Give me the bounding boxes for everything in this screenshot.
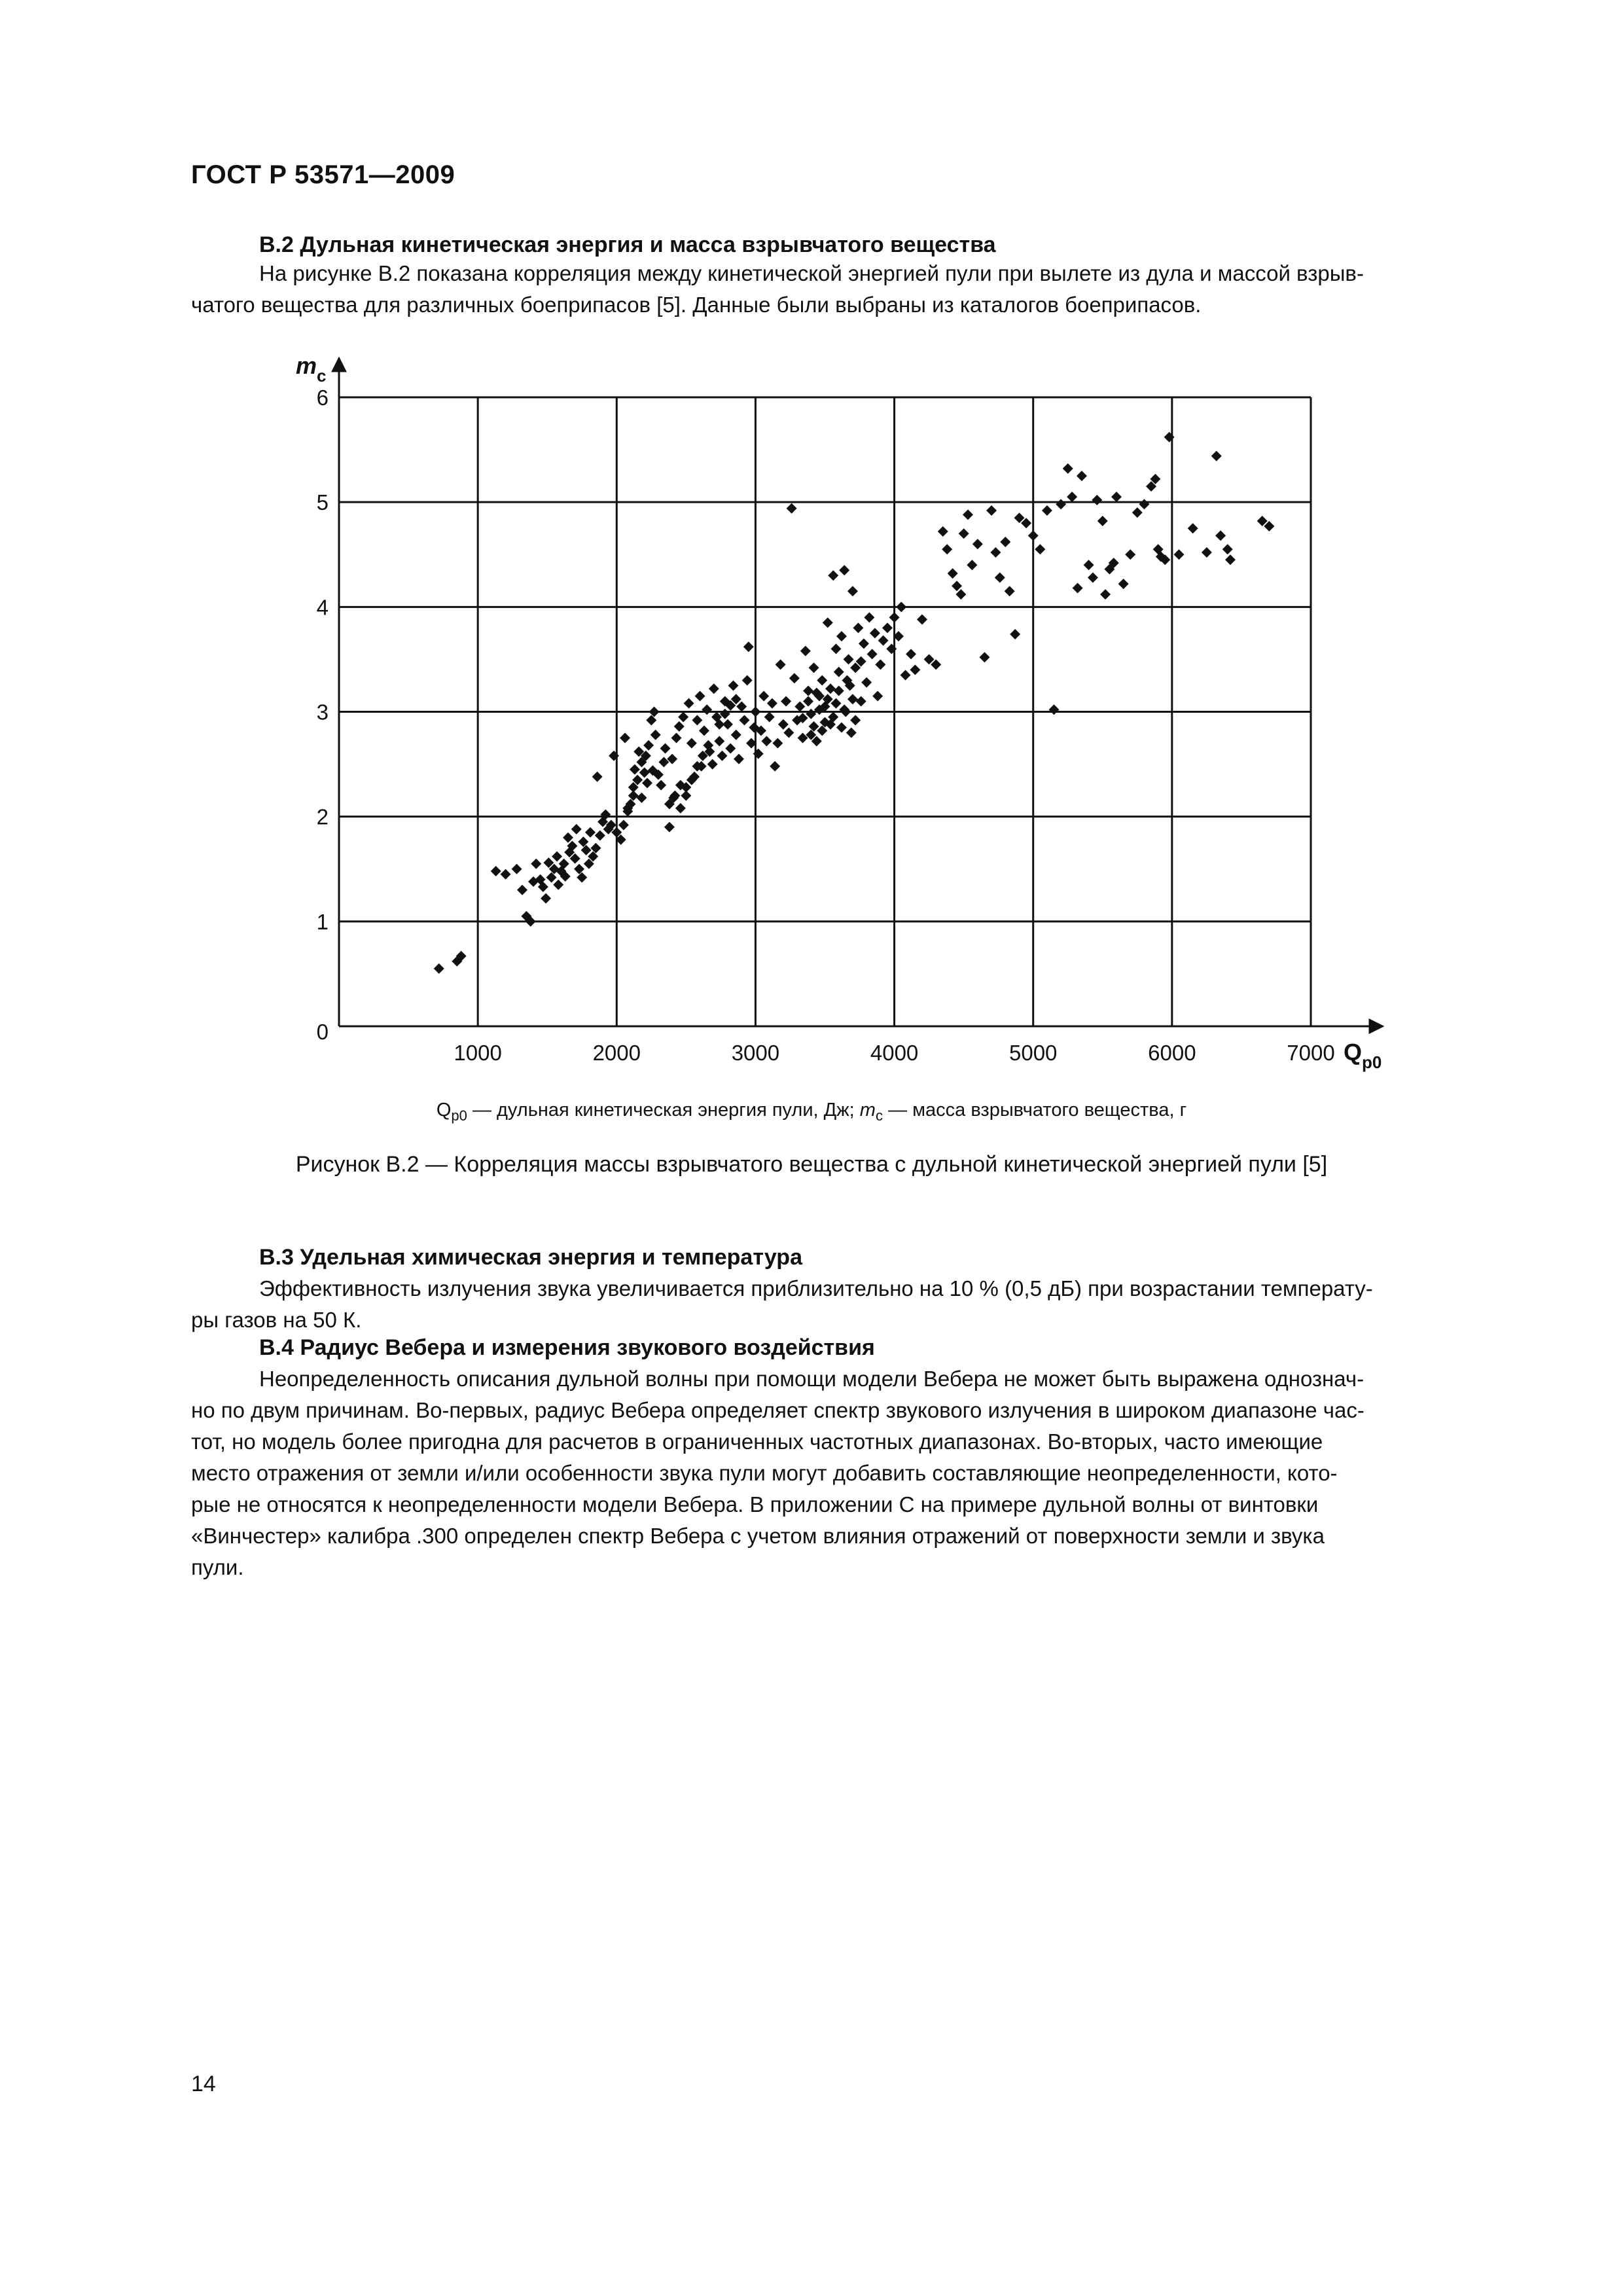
data-point (1088, 572, 1098, 583)
y-tick-label: 6 (316, 386, 329, 410)
data-point (764, 712, 775, 723)
data-point (847, 694, 858, 704)
data-point (836, 723, 847, 733)
data-point (571, 824, 582, 834)
data-point (649, 707, 660, 717)
x-axis-label-sub: p0 (1362, 1052, 1382, 1072)
data-point (1035, 544, 1045, 554)
data-point (850, 715, 861, 725)
data-point (642, 778, 652, 788)
y-axis-label-sub: c (317, 366, 327, 386)
data-point (739, 715, 749, 725)
section-b2-line1: На рисунке B.2 показана корреляция между кинетической энергией пули при вылете из дула и массой взрыв- (259, 261, 1364, 285)
data-point (1005, 586, 1015, 596)
data-point (967, 560, 977, 570)
data-point (684, 698, 694, 709)
data-point (938, 526, 948, 537)
data-point (995, 572, 1005, 583)
data-point (778, 719, 789, 730)
data-point (541, 893, 551, 904)
data-point (643, 740, 654, 751)
data-point (592, 772, 603, 782)
data-point (692, 715, 702, 725)
data-point (736, 701, 747, 711)
data-point (671, 733, 682, 744)
data-point (986, 505, 997, 516)
x-tick-label: 4000 (870, 1041, 919, 1065)
data-point (531, 859, 541, 869)
data-point (731, 730, 741, 740)
data-point (725, 744, 736, 754)
page-number: 14 (191, 2072, 216, 2096)
data-point (979, 652, 990, 662)
data-point (1077, 471, 1087, 481)
data-point (872, 691, 883, 701)
data-point (878, 636, 889, 646)
y-tick-label: 1 (316, 909, 329, 934)
data-point (781, 696, 791, 706)
data-point (1063, 463, 1073, 474)
chart-points (434, 432, 1275, 974)
data-point (628, 791, 639, 801)
data-point (620, 733, 630, 744)
data-point (660, 744, 671, 754)
data-point (896, 601, 906, 612)
data-point (734, 754, 744, 764)
legend-q-symbol: Q (436, 1100, 452, 1121)
legend-m-symbol: m (859, 1100, 876, 1121)
data-point (825, 683, 836, 694)
data-point (574, 864, 584, 874)
data-point (1000, 537, 1010, 547)
data-point (846, 728, 857, 738)
data-point (859, 638, 869, 649)
data-point (1225, 554, 1236, 565)
data-point (491, 866, 501, 876)
data-point (770, 761, 780, 772)
data-point (1056, 499, 1066, 509)
data-point (618, 819, 629, 830)
data-point (882, 622, 893, 633)
data-point (1010, 629, 1020, 639)
origin-label: 0 (316, 1020, 329, 1044)
data-point (709, 683, 719, 694)
y-tick-label: 4 (316, 595, 329, 620)
legend-q-sub: p0 (451, 1107, 467, 1124)
data-point (901, 670, 911, 680)
data-point (870, 628, 880, 638)
scatter-chart (0, 0, 1623, 1100)
data-point (1118, 579, 1129, 589)
section-b2-line2: чатого вещества для различных боеприпасов [5]. Данные были выбраны из каталогов боеприпасов. (191, 293, 1202, 317)
data-point (1173, 549, 1184, 560)
data-point (590, 843, 601, 853)
section-b3-text (191, 1273, 1489, 1336)
data-point (758, 691, 769, 701)
data-point (702, 704, 712, 715)
data-point (787, 503, 797, 514)
data-point (639, 767, 650, 778)
data-point (828, 570, 838, 581)
data-point (674, 721, 685, 732)
data-point (501, 869, 511, 880)
data-point (595, 830, 605, 840)
data-point (675, 803, 686, 814)
section-b3-line2: ры газов на 50 К. (191, 1308, 362, 1332)
data-point (875, 659, 885, 670)
x-axis-label: Q (1344, 1039, 1363, 1066)
section-b4-line1: Неопределенность описания дульной волны при помощи модели Вебера не может быть выражена однознач- (259, 1367, 1364, 1391)
data-point (834, 685, 844, 696)
data-point (864, 612, 874, 622)
data-point (861, 677, 872, 688)
data-point (990, 547, 1001, 558)
data-point (1202, 547, 1212, 558)
figure-legend (0, 1100, 1623, 1124)
data-point (906, 649, 916, 659)
data-point (836, 631, 847, 641)
data-point (1067, 492, 1077, 502)
data-point (636, 793, 647, 803)
data-point (856, 696, 866, 706)
legend-q-text: — дульная кинетическая энергия пули, Дж; (467, 1100, 860, 1121)
data-point (1100, 589, 1111, 600)
data-point (776, 659, 786, 670)
section-b2-title: B.2 Дульная кинетическая энергия и масса взрывчатого вещества (259, 232, 996, 257)
chart-axes (339, 358, 1383, 1026)
data-point (1049, 704, 1060, 715)
data-point (803, 685, 813, 696)
data-point (809, 662, 819, 673)
y-axis-label: m (296, 352, 317, 379)
data-point (695, 691, 705, 701)
data-point (1139, 499, 1149, 509)
figure-caption: Рисунок B.2 — Корреляция массы взрывчатого вещества с дульной кинетической энергией пули [5] (295, 1152, 1328, 1177)
data-point (959, 528, 969, 539)
section-b4-title: B.4 Радиус Вебера и измерения звукового воздействия (259, 1335, 875, 1360)
data-point (1222, 544, 1233, 554)
data-point (1092, 495, 1102, 505)
y-tick-label: 2 (316, 804, 329, 829)
x-tick-label: 2000 (592, 1041, 641, 1065)
section-b4-text (191, 1363, 1489, 1583)
data-point (512, 864, 522, 874)
section-b4-line2: но по двум причинам. Во-первых, радиус Вебера определяет спектр звукового излучения в широком диапазоне час- (191, 1398, 1364, 1422)
data-point (972, 539, 983, 549)
section-b3-title: B.3 Удельная химическая энергия и температура (259, 1245, 802, 1270)
section-b4-line6: «Винчестер» калибра .300 определен спектр Вебера с учетом влияния отражений от поверхности земли и звука (191, 1524, 1325, 1548)
data-point (1132, 507, 1143, 518)
data-point (517, 885, 527, 895)
legend-m-text: — масса взрывчатого вещества, г (882, 1100, 1187, 1121)
data-point (1028, 530, 1039, 541)
data-point (830, 643, 841, 654)
x-tick-label: 7000 (1287, 1041, 1335, 1065)
section-b3-line1: Эффективность излучения звука увеличивается приблизительно на 10 % (0,5 дБ) при возрастании температу- (259, 1276, 1373, 1300)
data-point (581, 845, 592, 855)
data-point (1073, 583, 1083, 594)
data-point (577, 872, 587, 883)
data-point (714, 736, 724, 746)
data-point (839, 565, 849, 575)
data-point (750, 707, 760, 717)
data-point (578, 836, 588, 847)
data-point (585, 827, 596, 838)
data-point (717, 751, 728, 761)
section-b4-line7: пули. (191, 1555, 244, 1579)
data-point (678, 712, 688, 723)
data-point (553, 880, 563, 890)
data-point (1042, 505, 1052, 516)
data-point (844, 654, 854, 664)
data-point (847, 586, 858, 596)
data-point (1188, 523, 1198, 533)
data-point (772, 738, 783, 749)
data-point (743, 641, 754, 652)
x-tick-label: 1000 (454, 1041, 502, 1065)
data-point (1097, 516, 1108, 526)
data-point (800, 646, 811, 656)
data-point (761, 736, 772, 746)
data-point (728, 680, 738, 691)
data-point (867, 649, 878, 659)
data-point (1084, 560, 1094, 570)
data-point (651, 730, 661, 740)
data-point (942, 544, 952, 554)
data-point (823, 617, 833, 628)
y-tick-label: 5 (316, 490, 329, 515)
data-point (789, 673, 800, 683)
x-tick-label: 3000 (731, 1041, 780, 1065)
data-point (1215, 530, 1226, 541)
data-point (699, 725, 709, 736)
data-point (552, 852, 562, 862)
data-point (834, 667, 844, 677)
data-point (948, 568, 958, 579)
data-point (434, 963, 444, 974)
section-b4-line5: рые не относятся к неопределенности модели Вебера. В приложении С на примере дульной волны от винтовки (191, 1492, 1319, 1516)
x-tick-label: 5000 (1009, 1041, 1058, 1065)
data-point (910, 664, 920, 675)
section-b4-line3: тот, но модель более пригодна для расчетов в ограниченных частотных диапазонах. Во-вторых, часто имеющие (191, 1429, 1323, 1454)
data-point (917, 615, 927, 625)
data-point (853, 622, 863, 633)
section-b4-line4: место отражения от земли и/или особенности звука пули могут добавить составляющие неопределенности, кото- (191, 1461, 1338, 1485)
data-point (630, 764, 640, 775)
y-tick-label: 3 (316, 700, 329, 725)
document-header: ГОСТ Р 53571—2009 (191, 160, 455, 189)
data-point (817, 675, 827, 685)
data-point (783, 728, 794, 738)
data-point (646, 715, 656, 725)
data-point (1211, 451, 1222, 461)
legend-m-sub: c (875, 1107, 883, 1124)
data-point (794, 701, 805, 711)
data-point (687, 738, 697, 749)
data-point (803, 696, 813, 706)
chart-grid (339, 397, 1311, 1026)
data-point (963, 509, 973, 520)
data-point (1111, 492, 1122, 502)
data-point (767, 698, 777, 709)
data-point (1125, 549, 1135, 560)
data-point (707, 759, 718, 770)
data-point (742, 675, 753, 685)
data-point (664, 822, 675, 833)
x-tick-label: 6000 (1148, 1041, 1196, 1065)
data-point (656, 780, 666, 791)
data-point (889, 612, 900, 622)
data-point (546, 872, 557, 883)
